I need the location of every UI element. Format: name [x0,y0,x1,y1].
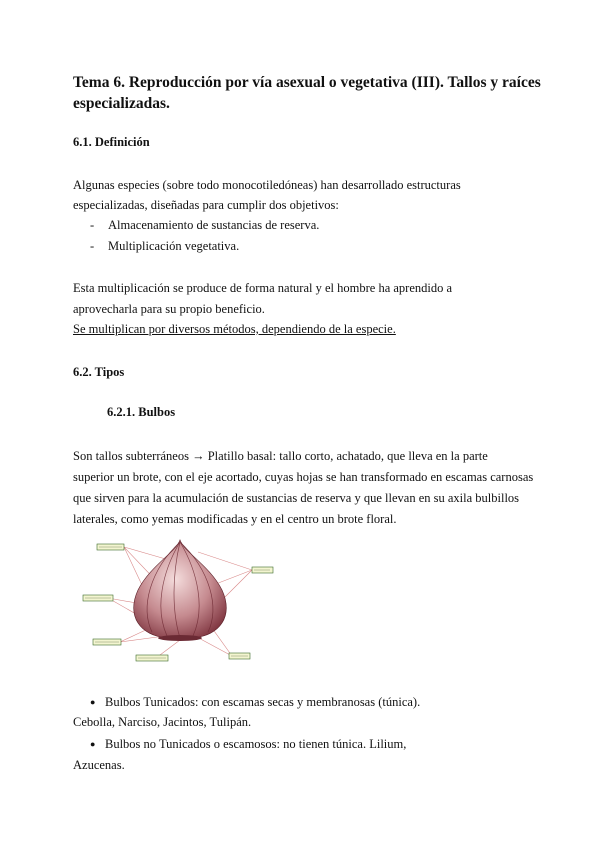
section-heading-6-2: 6.2. Tipos [73,365,125,379]
paragraph-line: Esta multiplicación se produce de forma natural y el hombre ha aprendido a [73,281,453,295]
bullet-continuation: Cebolla, Narciso, Jacintos, Tulipán. [73,715,252,729]
paragraph-line: Algunas especies (sobre todo monocotiledóneas) han desarrollado estructuras [73,178,461,192]
dash-marker: - [90,239,95,253]
bullet-item [90,692,420,713]
bulb-diagram [80,532,280,668]
bullet-text: Bulbos no Tunicados o escamosos: no tienen túnica. Lilium, [105,737,407,751]
list-item [90,236,239,257]
bullet-marker: ● [90,739,96,749]
underlined-line: Se multiplican por diversos métodos, dependiendo de la especie. [73,322,396,336]
section-heading-6-1: 6.1. Definición [73,135,150,149]
paragraph-line: especializadas, diseñadas para cumplir dos objetivos: [73,198,339,212]
subsection-heading-bulbos: 6.2.1. Bulbos [107,405,176,419]
bullet-marker: ● [90,697,96,707]
paragraph-line: aprovecharla para su propio beneficio. [73,302,265,316]
paragraph-line: que sirven para la acumulación de sustancias de reserva y que llevan en su axila bulbillos [73,491,520,505]
bulb-body [134,540,227,638]
paragraph-line: Son tallos subterráneos → Platillo basal: tallo corto, achatado, que lleva en la parte [73,449,488,463]
dash-marker: - [90,218,95,232]
basal-plate [158,635,202,641]
bullet-item [90,734,406,755]
page-title: Tema 6. Reproducción por vía asexual o vegetativa (III). Tallos y raíces especializadas. [73,74,541,112]
paragraph-line: laterales, como yemas modificadas y en el centro un brote floral. [73,512,397,526]
bullet-text: Bulbos Tunicados: con escamas secas y membranosas (túnica). [105,695,421,709]
list-item [90,215,319,236]
list-item-text: Multiplicación vegetativa. [108,239,240,253]
paragraph-line: superior un brote, con el eje acortado, cuyas hojas se han transformado en escamas carnosas [73,470,534,484]
bullet-continuation: Azucenas. [73,758,125,772]
list-item-text: Almacenamiento de sustancias de reserva. [108,218,320,232]
